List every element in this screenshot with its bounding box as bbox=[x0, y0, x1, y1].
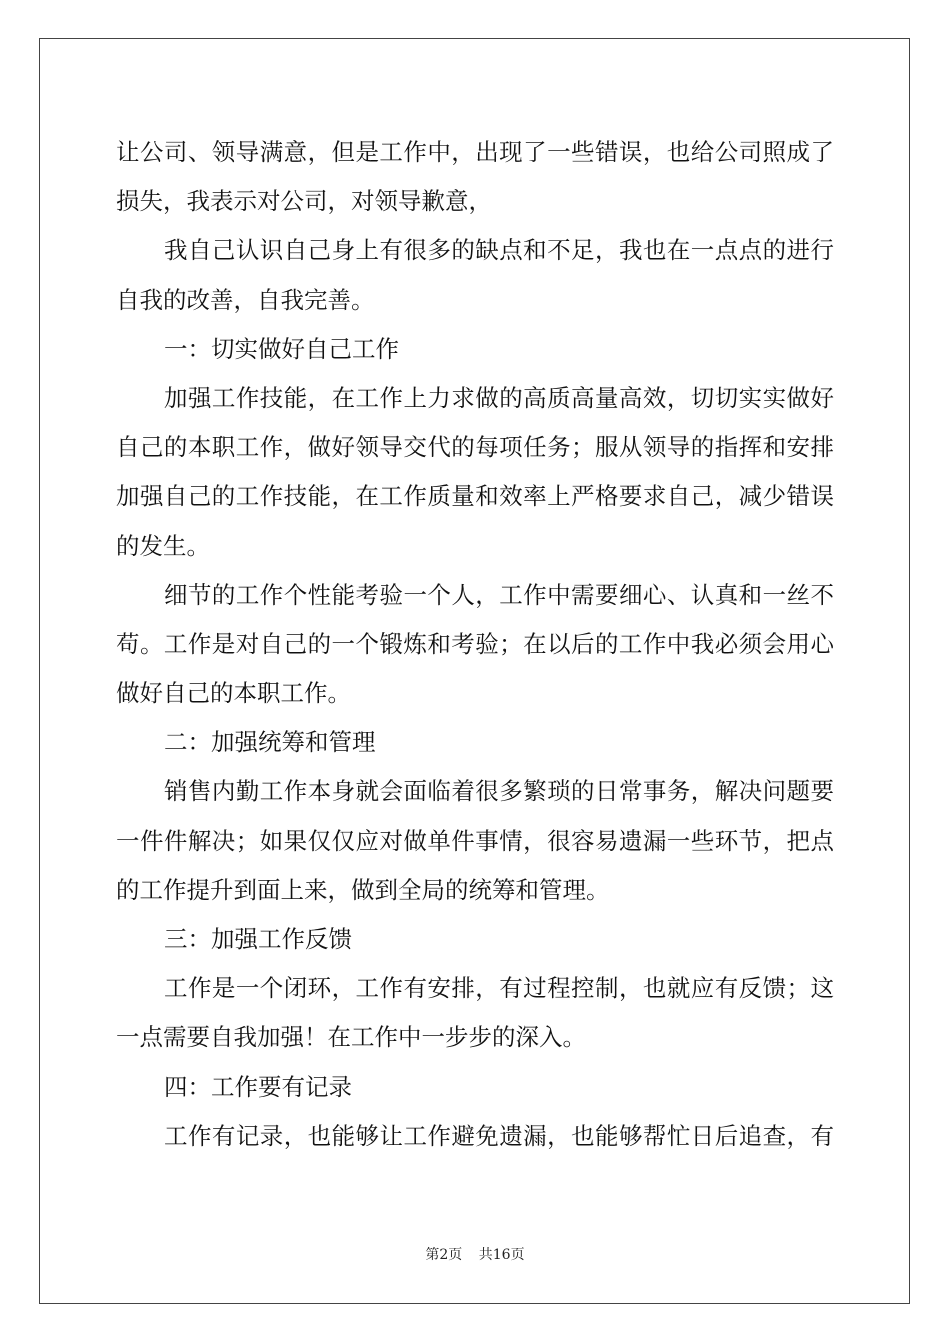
text-line: 加强自己的工作技能，在工作质量和效率上严格要求自己，减少错误 bbox=[116, 482, 834, 511]
text-line: 细节的工作个性能考验一个人，工作中需要细心、认真和一丝不 bbox=[164, 580, 834, 609]
page-number-total: 共16页 bbox=[478, 1247, 525, 1263]
text-line: 自己的本职工作，做好领导交代的每项任务；服从领导的指挥和安排 bbox=[116, 433, 834, 462]
text-line: 二：加强统筹和管理 bbox=[164, 728, 376, 757]
text-line: 的工作提升到面上来，做到全局的统筹和管理。 bbox=[116, 875, 610, 904]
text-line: 一点需要自我加强！在工作中一步步的深入。 bbox=[116, 1023, 586, 1052]
text-line: 一：切实做好自己工作 bbox=[164, 334, 399, 363]
text-line: 一件件解决；如果仅仅应对做单件事情，很容易遗漏一些环节，把点 bbox=[116, 826, 834, 855]
text-line: 工作有记录，也能够让工作避免遗漏，也能够帮忙日后追查，有 bbox=[164, 1121, 834, 1150]
text-line: 的发生。 bbox=[116, 531, 210, 560]
text-line: 苟。工作是对自己的一个锻炼和考验；在以后的工作中我必须会用心 bbox=[116, 629, 834, 658]
text-line: 加强工作技能，在工作上力求做的高质高量高效，切切实实做好 bbox=[164, 383, 834, 412]
text-line: 四：工作要有记录 bbox=[164, 1072, 352, 1101]
text-line: 我自己认识自己身上有很多的缺点和不足，我也在一点点的进行 bbox=[164, 236, 834, 265]
text-line: 三：加强工作反馈 bbox=[164, 925, 352, 953]
text-line: 销售内勤工作本身就会面临着很多繁琐的日常事务，解决问题要 bbox=[164, 777, 834, 806]
text-line: 自我的改善，自我完善。 bbox=[116, 285, 375, 314]
text-line: 做好自己的本职工作。 bbox=[116, 679, 351, 708]
text-line: 让公司、领导满意，但是工作中，出现了一些错误，也给公司照成了 bbox=[116, 138, 834, 166]
text-line: 工作是一个闭环，工作有安排，有过程控制，也就应有反馈；这 bbox=[164, 974, 834, 1003]
page-footer bbox=[0, 1244, 950, 1264]
page-number-current: 第2页 bbox=[425, 1247, 463, 1263]
document-body bbox=[116, 128, 834, 1161]
text-line: 损失，我表示对公司，对领导歉意， bbox=[116, 187, 492, 216]
